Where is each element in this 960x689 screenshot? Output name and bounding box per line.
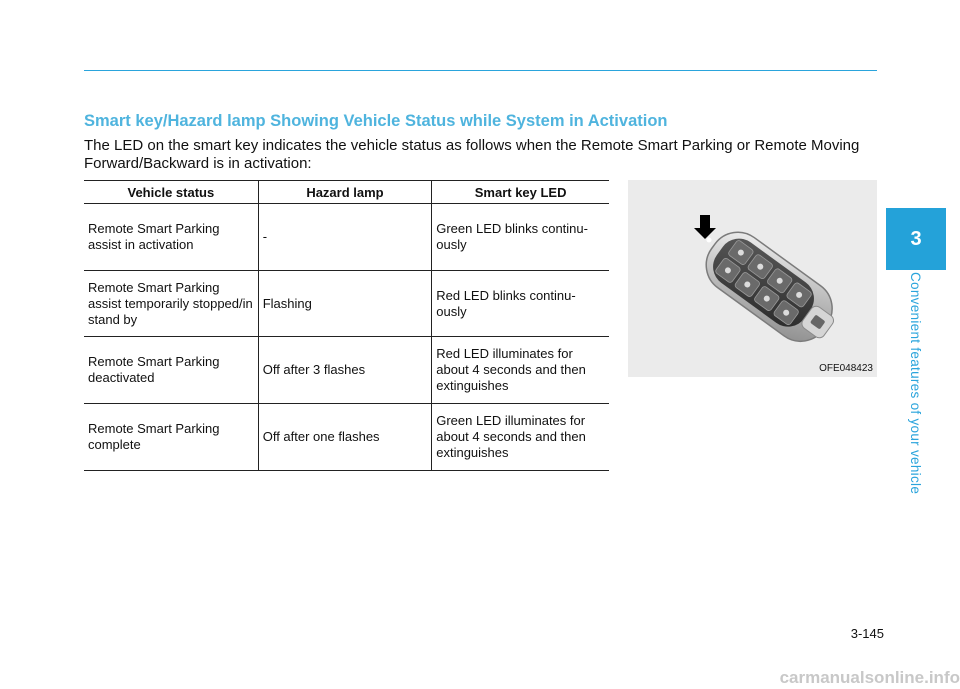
header-vehicle-status: Vehicle status <box>84 181 258 204</box>
hazard-lamp-cell: - <box>258 204 432 271</box>
vehicle-status-cell: Remote Smart Parking deactivated <box>84 337 258 404</box>
table-row <box>84 271 609 337</box>
vehicle-status-cell: Remote Smart Parking complete <box>84 404 258 471</box>
smart-key-led-cell: Green LED blinks continu-ously <box>432 204 609 271</box>
chapter-title: Convenient features of your vehicle <box>908 272 923 495</box>
hazard-lamp-cell: Off after one flashes <box>258 404 432 471</box>
table-header-row <box>84 181 609 204</box>
top-rule <box>84 70 877 71</box>
table-row <box>84 204 609 271</box>
smart-key-icon <box>628 180 877 377</box>
watermark: carmanualsonline.info <box>779 668 960 687</box>
smart-key-led-cell: Red LED blinks continu-ously <box>432 271 609 337</box>
header-hazard-lamp: Hazard lamp <box>258 181 432 204</box>
table-row <box>84 337 609 404</box>
chapter-tab: 3 <box>886 208 946 270</box>
vehicle-status-table <box>84 180 609 471</box>
arrow-down-icon <box>694 215 716 239</box>
vehicle-status-cell: Remote Smart Parking assist temporarily stopped/in stand by <box>84 271 258 337</box>
hazard-lamp-cell: Flashing <box>258 271 432 337</box>
smart-key-led-cell: Red LED illuminates for about 4 seconds and then extinguishes <box>432 337 609 404</box>
smart-key-figure <box>628 180 877 377</box>
section-intro: The LED on the smart key indicates the vehicle status as follows when the Remote Smart Parking or Remote Moving Forward/Backward is in activation: <box>84 137 860 172</box>
table-row <box>84 404 609 471</box>
page-number: 3-145 <box>850 626 884 641</box>
figure-code: OFE048423 <box>819 363 873 374</box>
vehicle-status-cell: Remote Smart Parking assist in activation <box>84 204 258 271</box>
smart-key-led-cell: Green LED illuminates for about 4 seconds and then extinguishes <box>432 404 609 471</box>
hazard-lamp-cell: Off after 3 flashes <box>258 337 432 404</box>
header-smart-key-led: Smart key LED <box>432 181 609 204</box>
section-heading: Smart key/Hazard lamp Showing Vehicle Status while System in Activation <box>84 112 668 130</box>
